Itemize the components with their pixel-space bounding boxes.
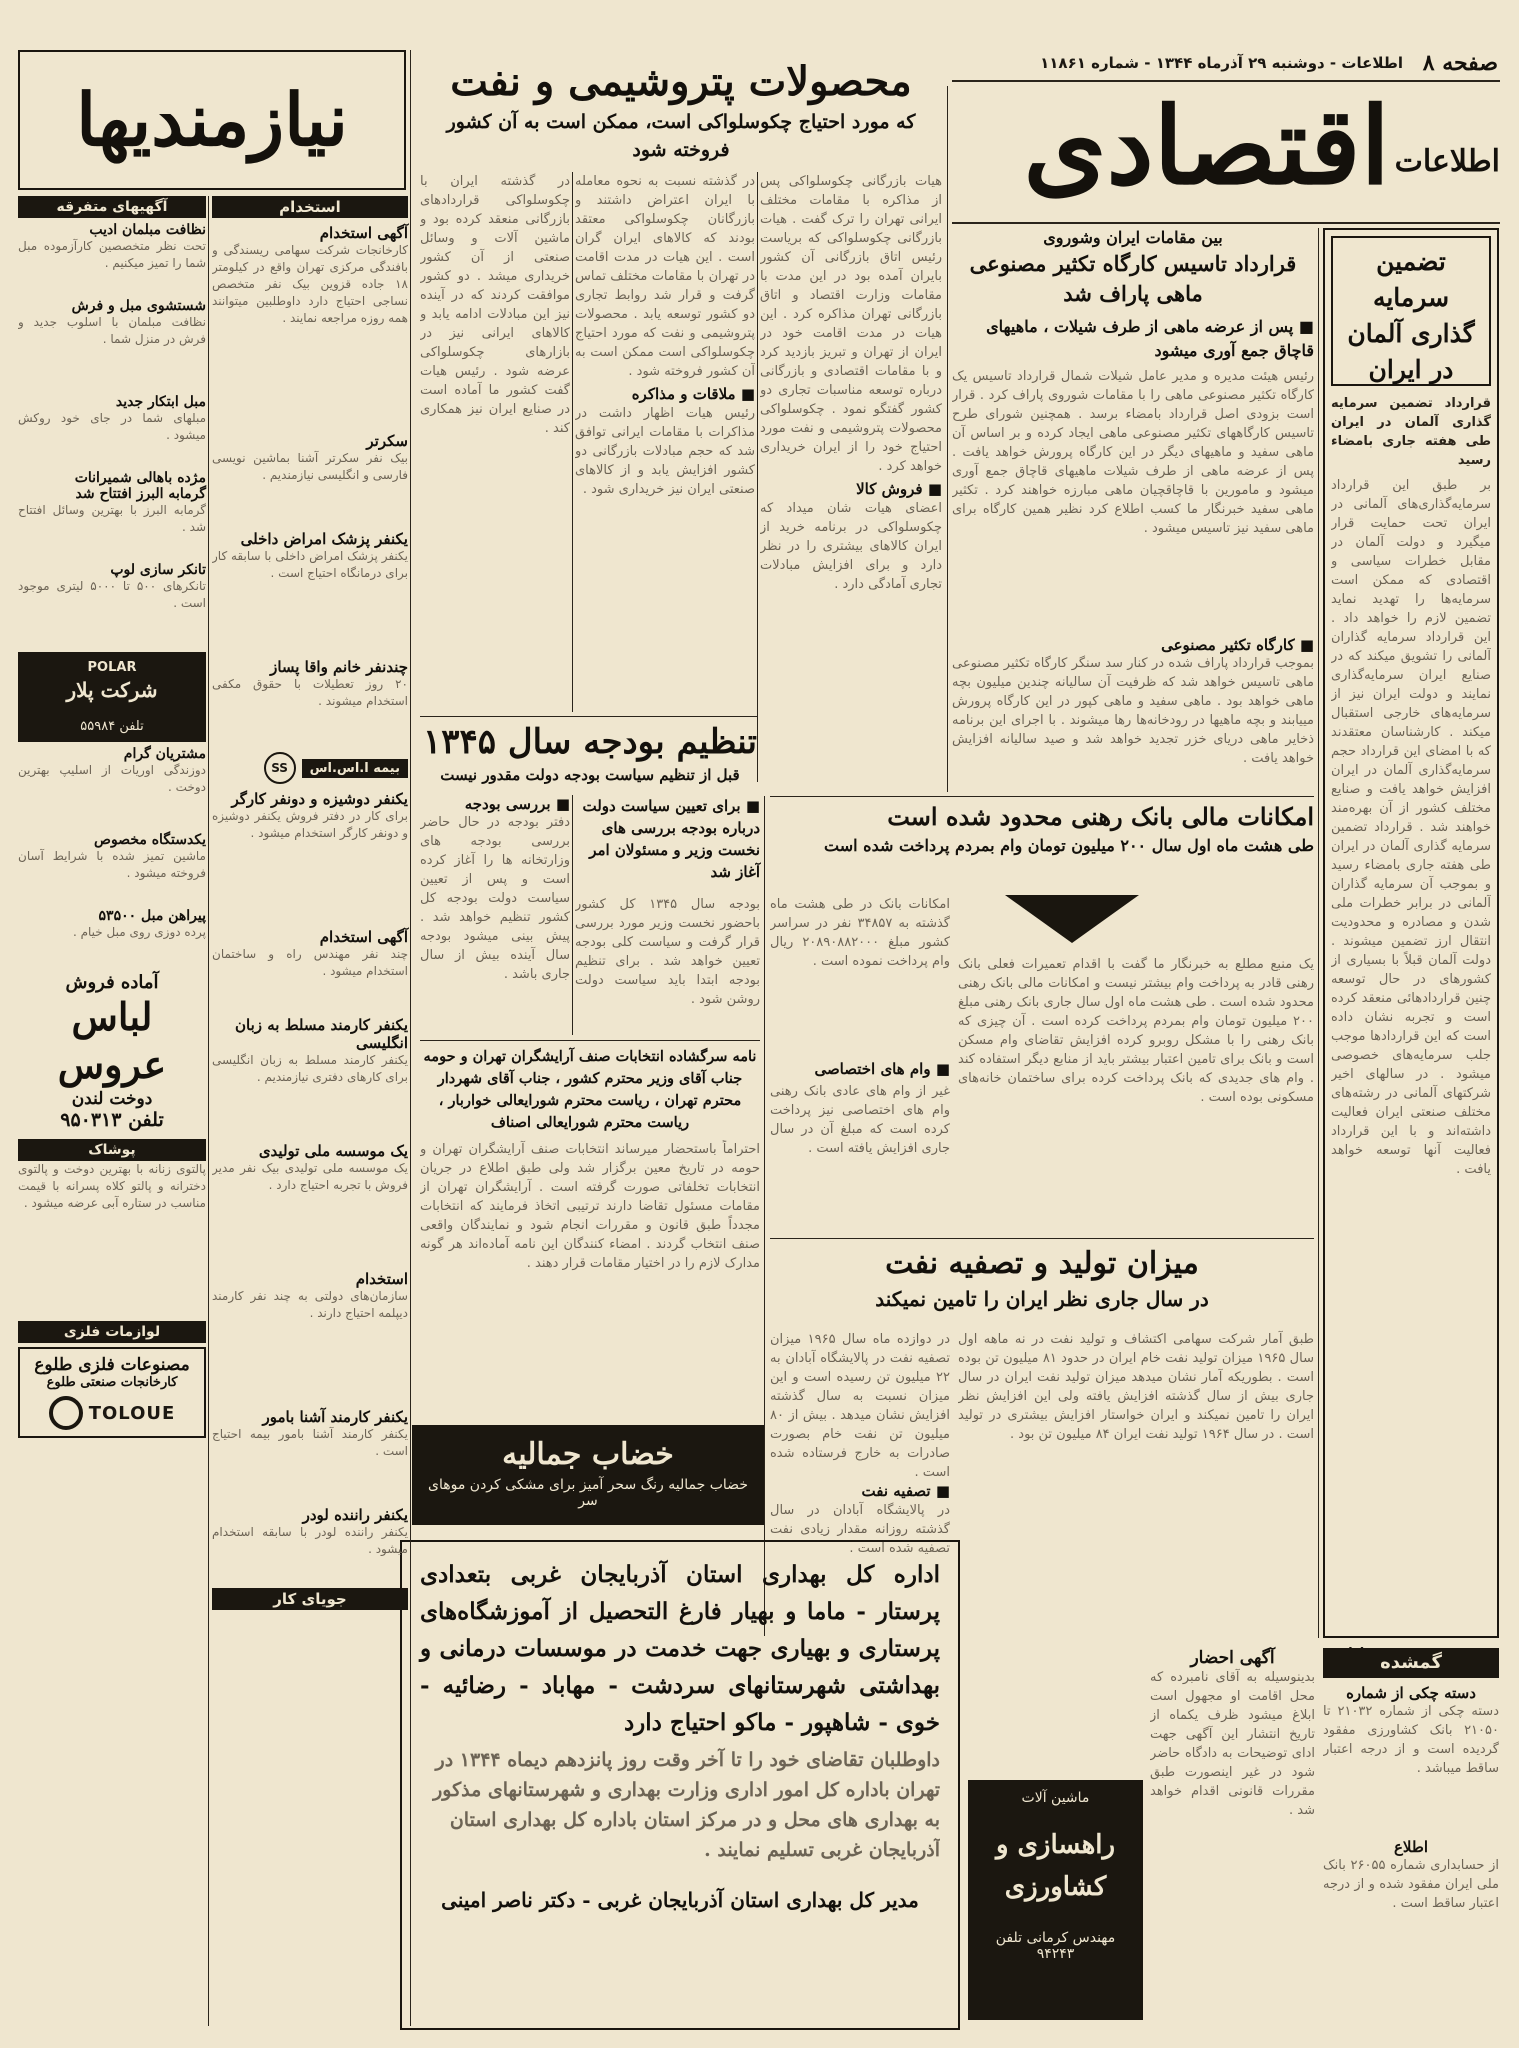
wanted-item-11: یکنفر راننده لودر [302, 1506, 408, 1524]
bank-title: امکانات مالی بانک رهنی محدود شده است [887, 802, 1314, 831]
brand-small: اطلاعات [1394, 144, 1500, 179]
bank-subhead: ■ وام های اختصاصی [770, 1060, 950, 1078]
german-investment-article [1323, 228, 1499, 1638]
dress-phone: تلفن ۹۵۰۳۱۳ [60, 1109, 164, 1131]
health-ad-sign: مدیر کل بهداری استان آذربایجان غربی - دکتر ناصر امینی [441, 1888, 919, 1912]
petro-subhead-1: ■ فروش کالا [760, 480, 942, 499]
polar-latin: POLAR [87, 660, 137, 675]
masthead [952, 83, 1500, 216]
fish-article [952, 228, 1314, 793]
budget-subhead: ■ بررسی بودجه [420, 795, 570, 813]
summons-body: بدینوسیله به آقای نامبرده که محل اقامت او مجهول است ابلاغ میشود ظرف یکماه از تاریخ انتشار این آگهی جهت ادای توضیحات به دادگاه حاضر شود در غیر اینصورت طبق مقررات قانونی اقدام خواهد شد . [1150, 1670, 1315, 1818]
oil-body-right: طبق آمار شرکت سهامی اکتشاف و تولید نفت در نه ماهه اول سال ۱۹۶۵ میزان تولید نفت خام ایران در حدود ۸۱ میلیون تن بوده است . بطوریکه آمار نشان میدهد میزان تولید نفت ایران در سال جاری بیش از سال گذشته افزایش یافته ولی این افزایش نظر ایران را تامین نمیکند و ایران خواستار افزایش بیشتری در تولید است . در سال ۱۹۶۴ تولید نفت ایران ۸۴ میلیون تن بود . [958, 1332, 1314, 1442]
misc-item-3: مبل ابتکار جدید [115, 394, 206, 410]
dateline: اطلاعات - دوشنبه ۲۹ آذرماه ۱۳۴۴ - شماره ۱۱۸۶۱ [1040, 54, 1403, 72]
job-seeker-header: جویای کار [212, 1588, 408, 1610]
bank-body-3: غیر از وام های عادی بانک رهنی وام های اختصاصی نیز پرداخت کرده است که مبلغ آن در سال جاری افزایش یافته است . [770, 1084, 950, 1156]
classified-col-right: استخدام آگهی استخدام کارخانجات شرکت سهامی ریسندگی و بافندگی مرکزی تهران واقع در کیلومتر ۱۸ جاده قزوین بیک نفر متخصص نساجی احتیاج دارد داوطلبین میتوانند همه روزه مراجعه نمایند . سکرتر بیک نفر سکرتر آشنا بماشین نویسی فارسی و انگلیسی نیازمندیم . یکنفر پزشک امراض داخلی یکنفر پزشک امراض داخلی با سابقه کار برای درمانگاه احتیاج است . چندنفر خانم واقا پساز ۲۰ روز تعطیلات با حقوق مکفی استخدام میشوند . بیمه ا.اس.اس SS یکنفر دوشیزه و دونفر کارگر برای کار در دفتر فروش یکنفر دوشیزه و دونفر کارگر استخدام میشود . آگهی استخدام چند نفر مهندس راه و ساختمان استخدام میشود . یکنفر کارمند مسلط به زبان انگلیسی یکنفر کارمند مسلط به زبان انگلیسی برای کارهای دفتری نیازمندیم . یک موسسه ملی تولیدی یک موسسه ملی تولیدی بیک نفر مدیر فروش با تجربه احتیاج دارد . استخدام سازمان‌های دولتی به چند نفر کارمند دیپلمه احتیاج دارند . یکنفر کارمند آشنا بامور یکنفر کارمند آشنا بامور بیمه احتیاج است . یکنفر راننده لودر یکنفر راننده لودر با سابقه استخدام میشود . جویای کار [212, 198, 408, 1608]
misc-item-7: مشتریان گرام [123, 746, 206, 762]
bank-header [770, 800, 1314, 900]
wanted-item-3: یکنفر پزشک امراض داخلی [240, 530, 408, 548]
notice-title: اطلاع [1393, 1838, 1428, 1856]
lost-title: گمشده [1323, 1648, 1499, 1678]
budget-body-1: بودجه سال ۱۳۴۵ کل کشور باحضور نخست وزیر مورد بررسی قرار گرفت و سیاست کلی بودجه تعیین خواهد شد . برای تنظیم بودجه ابتدا باید سیاست دولت روشن شود . [575, 897, 760, 1007]
misc-item-8: یکدستگاه مخصوص [94, 832, 206, 848]
gear-icon [49, 1396, 83, 1430]
petro-body-2: در گذشته نسبت به نحوه معامله با ایران اعتراض داشتند و بازرگانان چکوسلواکی معتقد بودند که کالاهای ایران گران است . این هیات در مدت اقامت در تهران با مقامات مختلف تماس گرفت و قرار شد روابط تجاری دو کشور توسعه یابد . محصولات پتروشیمی و نفت که مورد احتیاج چکوسلواکی است ممکن است به آن کشور فروخته شود . ■ ملاقات و مذاکره رئیس هیات اظهار داشت در مذاکرات با مقامات ایرانی توافق شد که حجم مبادلات بازرگانی دو کشور افزایش یابد و از کالاهای صنعتی ایران نیز خریداری شود . [575, 172, 755, 782]
ss-logo-icon: SS [264, 752, 296, 784]
polar-name: شرکت پلار [66, 678, 158, 702]
misc-item-4: مژده باهالی شمیرانات [74, 470, 206, 486]
classifieds-banner [18, 50, 406, 190]
machinery-contact: مهندس کرمانی تلفن ۹۴۲۴۳ [995, 1930, 1116, 1962]
misc-header: آگهیهای متفرقه [18, 196, 206, 218]
oil-header [770, 1244, 1314, 1324]
machinery-ad [968, 1780, 1143, 2020]
machinery-title: راهسازی و کشاورزی [995, 1830, 1116, 1902]
summons-title: آگهی احضار [1190, 1648, 1275, 1668]
health-ad-body: داوطلبان تقاضای خود را تا آخر وقت روز پانزدهم دیماه ۱۳۴۴ در تهران باداره کل امور اداری وزارت بهداری و شهرستانهای مذکور به بهداری های محل و در مرکز استان باداره کل بهداری استان آذربایجان غربی تسلیم نمایند . [433, 1749, 940, 1861]
petro-body-3: در گذشته ایران با چکوسلواکی قراردادهای بازرگانی منعقد کرده بود و ماشین آلات و وسائل صنعتی از آن کشور خریداری میشد . دو کشور موافقت کردند که در آینده نیز این مبادلات ادامه یابد و کالاهای ایرانی نیز در بازارهای چکوسلواکی عرضه شود . رئیس هیات گفت کشور ما آماده است در صنایع ایران نیز همکاری کند . [420, 174, 570, 436]
petro-subhead-2: ■ ملاقات و مذاکره [575, 385, 755, 404]
bank-body-right: یک منبع مطلع به خبرنگار ما گفت با اقدام تعمیرات فعلی بانک رهنی قادر به پرداخت وام بیشتر نیست و امکانات مالی بانک رهنی محدود شده است . طی هشت ماه اول سال جاری بانک رهنی مبلغ ۲۰۰ میلیون تومان وام بمردم پرداخت کرده است . آن چیزی که بانک رهنی را با مشکل روبرو کرده افزایش تقاضای وام مسکن است و بانک برای تامین اعتبار بیشتر باید از منابع دیگر استفاده کند . وام های جدیدی که بانک پرداخت کرده برای ساختمان خانه‌های مسکونی بوده است . [958, 957, 1314, 1105]
wanted-item-5: یکنفر دوشیزه و دونفر کارگر [231, 790, 408, 808]
dateline-bar [1040, 50, 1498, 78]
lost-notice [1323, 1648, 1499, 2028]
fish-kicker: بین مقامات ایران وشوروی [1043, 228, 1223, 247]
budget-title: تنظیم بودجه سال ۱۳۴۵ [422, 722, 758, 762]
lost-body: دسته چکی از شماره ۲۱۰۳۲ تا ۲۱۰۵۰ بانک کشاورزی مفقود گردیده است و از درجه اعتبار ساقط میباشد . [1323, 1704, 1499, 1776]
wanted-item-1: آگهی استخدام [319, 224, 408, 242]
khezab-title: خضاب جمالیه [502, 1437, 674, 1472]
ss-badge-row [212, 752, 408, 784]
classifieds-title: نیازمندیها [76, 77, 348, 162]
classified-col-left: آگهیهای متفرقه نظافت مبلمان ادیب تحت نظر متخصصین کارآزموده مبل شما را تمیز میکنیم . شستشوی مبل و فرش نظافت مبلمان با اسلوب جدید و فرش در منزل شما . مبل ابتکار جدید مبلهای شما در جای خود روکش میشود . مژده باهالی شمیرانات گرمابه البرز افتتاح شد گرمابه البرز با بهترین وسائل افتتاح شد . تانکر سازی لوپ تانکرهای ۵۰۰ تا ۵۰۰۰ لیتری موجود است . POLAR شرکت پلار تلفن ۵۵۹۸۴ مشتریان گرام دوزندگی اوریات از اسلیپ بهترین دوخت . یکدستگاه مخصوص ماشین تمیز شده با شرایط آسان فروخته میشود . پیراهن مبل ۵۳۵۰۰ پرده دوزی روی مبل خیام . آماده فروش لباس عروس دوخت لندن تلفن ۹۵۰۳۱۳ پوشاک پالتوی زنانه با بهترین دوخت و پالتوی دخترانه و پالتو کلاه پسرانه با قیمت مناسب در ستاره آبی عرضه میشود . لوازمات فلزی مصنوعات فلزی طلوع کارخانجات صنعتی طلوع TOLOUE [18, 196, 206, 2026]
misc-item-2: شستشوی مبل و فرش [71, 298, 206, 314]
khezab-ad [412, 1425, 764, 1525]
polar-ad [18, 652, 206, 742]
budget-sub: قبل از تنظیم سیاست بودجه دولت مقدور نیست [440, 766, 740, 784]
lost-sub: دسته چکی از شماره [1346, 1684, 1476, 1702]
dress-sale-label: آماده فروش [65, 972, 159, 993]
tolu-brand: TOLOUE [88, 1402, 176, 1424]
oil-body-left: در دوازده ماه سال ۱۹۶۵ میزان تصفیه نفت در پالایشگاه آبادان به ۲۲ میلیون تن رسیده است و این میزان نسبت به سال گذشته افزایش نشان میدهد . بیش از ۸۰ میلیون تن نفت خام بصورت صادرات به خارج فرستاده شده است . ■ تصفیه نفت در پالایشگاه آبادان در سال گذشته روزانه مقدار زیادی نفت تصفیه شده است . [770, 1330, 950, 1630]
german-lead: قرارداد تضمین سرمایه گذاری آلمان در ایران طی هفته جاری بامضاء رسید [1331, 396, 1491, 468]
budget-col-2 [420, 795, 570, 1035]
wanted-item-10: یکنفر کارمند آشنا بامور [262, 1408, 408, 1426]
petro-sub: که مورد احتیاج چکوسلواکی است، ممکن است به آن کشور فروخته شود [446, 111, 916, 161]
page-number: صفحه ۸ [1422, 50, 1498, 76]
budget-kicker: ■ برای تعیین سیاست دولت درباره بودجه بررسی های نخست وزیر و مسئولان امر آغاز شد [575, 795, 760, 883]
dress-sub: دوخت لندن [71, 1089, 153, 1109]
bank-sub: طی هشت ماه اول سال ۲۰۰ میلیون تومان وام بمردم پرداخت شده است [824, 836, 1314, 855]
misc-item-6: تانکر سازی لوپ [110, 562, 206, 578]
fish-subhead: ■ پس از عرضه ماهی از طرف شیلات ، ماهیهای قاچاق جمع آوری میشود [952, 315, 1314, 363]
machinery-small: ماشین آلات [1021, 1790, 1090, 1806]
clothing-header: پوشاک [18, 1139, 206, 1161]
health-ad [400, 1540, 960, 2030]
oil-subhead: ■ تصفیه نفت [770, 1482, 950, 1501]
bank-body-left: امکانات بانک در طی هشت ماه گذشته به ۳۴۸۵۷ نفر در سراسر کشور مبلغ ۲۰۸۹۰۸۸۲۰۰۰ ریال وام پرداخت نموده است . [770, 897, 950, 969]
ss-badge: بیمه ا.اس.اس [302, 759, 408, 778]
khezab-tagline: خضاب جمالیه رنگ سحر آمیز برای مشکی کردن موهای سر [428, 1477, 748, 1509]
summons-notice [1150, 1648, 1315, 2028]
wanted-item-7: یکنفر کارمند مسلط به زبان انگلیسی [235, 1016, 408, 1052]
wanted-item-8: یک موسسه ملی تولیدی [258, 1142, 408, 1160]
triangle-marker-icon [1005, 895, 1139, 943]
wanted-item-2: سکرتر [366, 432, 408, 450]
estekhdam-header: استخدام [212, 196, 408, 218]
dress-title: لباس عروس [57, 994, 167, 1087]
fish-body-2: بموجب قرارداد پاراف شده در کنار سد سنگر کارگاه تکثیر مصنوعی ماهی تاسیس خواهد شد که ظرفیت آن سالیانه چندین میلیون بچه ماهی خواهد بود . ماهی سفید و ماهی کپور در این کارگاه پرورش مییابند و بچه ماهیها در رودخانه‌ها رها میشوند . با اجرای این برنامه ذخایر ماهی دریای خزر تجدید خواهد شد و صید سالیانه افزایش خواهد یافت . [952, 656, 1314, 766]
german-title: تضمین سرمایه گذاری آلمان در ایران [1347, 247, 1475, 384]
german-body: بر طبق این قرارداد سرمایه‌گذاری‌های آلمانی در ایران تحت حمایت قرار میگیرد و دولت آلمان در مقابل خطرات سیاسی و اقتصادی که ممکن است سرمایه‌ها را تهدید نماید تضمین لازم را خواهد داد . این قرارداد سرمایه گذاران آلمانی را تشویق میکند که در صنایع ایران سرمایه‌گذاری نمایند و دولت ایران نیز از سرمایه‌های خارجی استقبال میکند . کارشناسان معتقدند که با امضای این قرارداد حجم سرمایه‌گذاری آلمان در ایران افزایش خواهد یافت و صنایع مختلف کشور از آن بهره‌مند خواهند شد . قرارداد تضمین سرمایه گذاری آلمان در ایران طی هفته جاری بامضاء رسید و بموجب آن سرمایه گذاران آلمانی در برابر خطرات ملی شدن و مصادره و محدودیت انتقال ارز تضمین میشوند . دولت آلمان قبلاً با بسیاری از کشورهای در حال توسعه چنین قراردادهائی منعقد کرده است و تجربه نشان داده است که این قراردادها موجب جلب سرمایه‌های خصوصی میشود . در سالهای اخیر شرکتهای آلمانی در رشته‌های مختلف صنعتی ایران فعالیت داشته‌اند و با این قرارداد فعالیت آنها توسعه خواهد یافت . [1331, 478, 1491, 1177]
budget-body-2: دفتر بودجه در حال حاضر بررسی بودجه های وزارتخانه ها را آغاز کرده است و پس از تعیین سیاست دولت بودجه کل کشور تنظیم خواهد شد . پیش بینی میشود بودجه سال آینده بیش از سال جاری باشد . [420, 815, 570, 982]
polar-phone: تلفن ۵۵۹۸۴ [80, 719, 144, 734]
fish-title: قرارداد تاسیس کارگاه تکثیر مصنوعی ماهی پاراف شد [969, 251, 1297, 306]
health-ad-text: اداره کل بهداری استان آذربایجان غربی بتعدادی پرستار - ماما و بهیار فارغ التحصیل از آموزشگاه‌های پرستاری و بهیاری جهت خدمت در موسسات درمانی و بهداشتی شهرستانهای سردشت - مهاباد - رضائیه - خوی - شاهپور - ماکو احتیاج دارد [420, 1561, 940, 1736]
misc-item-9: پیراهن مبل ۵۳۵۰۰ [98, 908, 206, 924]
metal-header: لوازمات فلزی [18, 1321, 206, 1343]
wanted-item-4: چندنفر خانم واقا پساز [270, 658, 408, 676]
brand-large: اقتصادی [1023, 83, 1390, 208]
petro-header [420, 56, 942, 161]
misc-item-1: نظافت مبلمان ادیب [89, 222, 206, 238]
bridal-dress-ad [18, 972, 206, 1131]
fish-subhead-2: ■ کارگاه تکثیر مصنوعی [952, 636, 1314, 654]
election-body: احتراماً باستحضار میرساند انتخابات صنف آرایشگران تهران و حومه در تاریخ معین برگزار شد ولی طبق اطلاع در جریان انتخابات تخلفاتی صورت گرفته است . آرایشگران تهران از مقامات مسئول تقاضا دارند ترتیبی اتخاذ فرمایند که انتخابات مجدداً طبق قانون و مقررات انجام شود و نمایندگان واقعی صنف انتخاب گردند . امضاء کنندگان این نامه آماده‌اند هر گونه مدارک لازم را در اختیار مقامات قرار دهند . [420, 1142, 760, 1271]
election-heading: نامه سرگشاده انتخابات صنف آرایشگران تهران و حومه جناب آقای وزیر محترم کشور ، جناب آقای شهردار محترم تهران ، ریاست محترم شورایعالی خواربار ، ریاست محترم شورایعالی اصناف [423, 1048, 757, 1131]
oil-title: میزان تولید و تصفیه نفت [885, 1246, 1199, 1281]
tolu-title: مصنوعات فلزی طلوع [34, 1355, 190, 1375]
tolu-sub: کارخانجات صنعتی طلوع [46, 1375, 178, 1390]
wanted-item-6: آگهی استخدام [319, 928, 408, 946]
misc-item-5: گرمابه البرز افتتاح شد [75, 486, 206, 502]
budget-header [420, 720, 760, 790]
german-title-box [1331, 236, 1491, 386]
petro-body-1: هیات بازرگانی چکوسلواکی پس از مذاکره با مقامات مختلف ایرانی تهران را ترک گفت . هیات بازرگانی چکوسلواکی که بریاست رئیس اتاق بازرگانی آن کشور بایران آمده بود در این مدت با مقامات وزارت اقتصاد و اتاق بازرگانی تهران مذاکره کرد . این هیات در مدت اقامت خود در ایران از تهران و تبریز بازدید کرد و با مقامات اقتصادی و بازرگانی درباره توسعه مناسبات تجاری دو کشور گفتگو نمود . چکوسلواکی محصولات پتروشیمی و نفت مورد احتیاج خود را از ایران خریداری خواهد کرد . ■ فروش کالا اعضای هیات شان میداد که چکوسلواکی در برنامه خرید از ایران کالاهای بیشتری را در نظر دارد و برای افزایش مبادلات تجاری آمادگی دارد . [760, 172, 942, 782]
tolu-ad [18, 1347, 206, 1438]
notice-body: از حسابداری شماره ۲۶۰۵۵ بانک ملی ایران مفقود شده و از درجه اعتبار ساقط است . [1323, 1858, 1499, 1911]
wanted-item-9: استخدام [355, 1270, 408, 1288]
petro-title: محصولات پتروشیمی و نفت [450, 58, 912, 105]
fish-body: رئیس هیئت مدیره و مدیر عامل شیلات شمال قرارداد تاسیس یک کارگاه تکثیر مصنوعی ماهی را با مقامات شوروی پاراف کرد . قرار است بزودی اصل قرارداد بامضاء برسد . همچنین شورای طرح تاسیس کارگاههای تکثیر مصنوعی ماهی ایجاد کرده و بر اساس آن ماهی سفید و ماهیهای دیگر در این کارگاه پرورش خواهد یافت . پس از عرضه ماهی از طرف شیلات ماهیهای قاچاق جمع آوری میشود و مامورین با قاچاقچیان ماهی مبارزه خواهند کرد . تکثیر ماهی سفید خبرنگار ما کسب اطلاع کرد نظیر همین کارگاه برای ماهی سفید نیز تاسیس میشود . [952, 369, 1314, 536]
oil-sub: در سال جاری نظر ایران را تامین نمیکند [875, 1287, 1209, 1311]
